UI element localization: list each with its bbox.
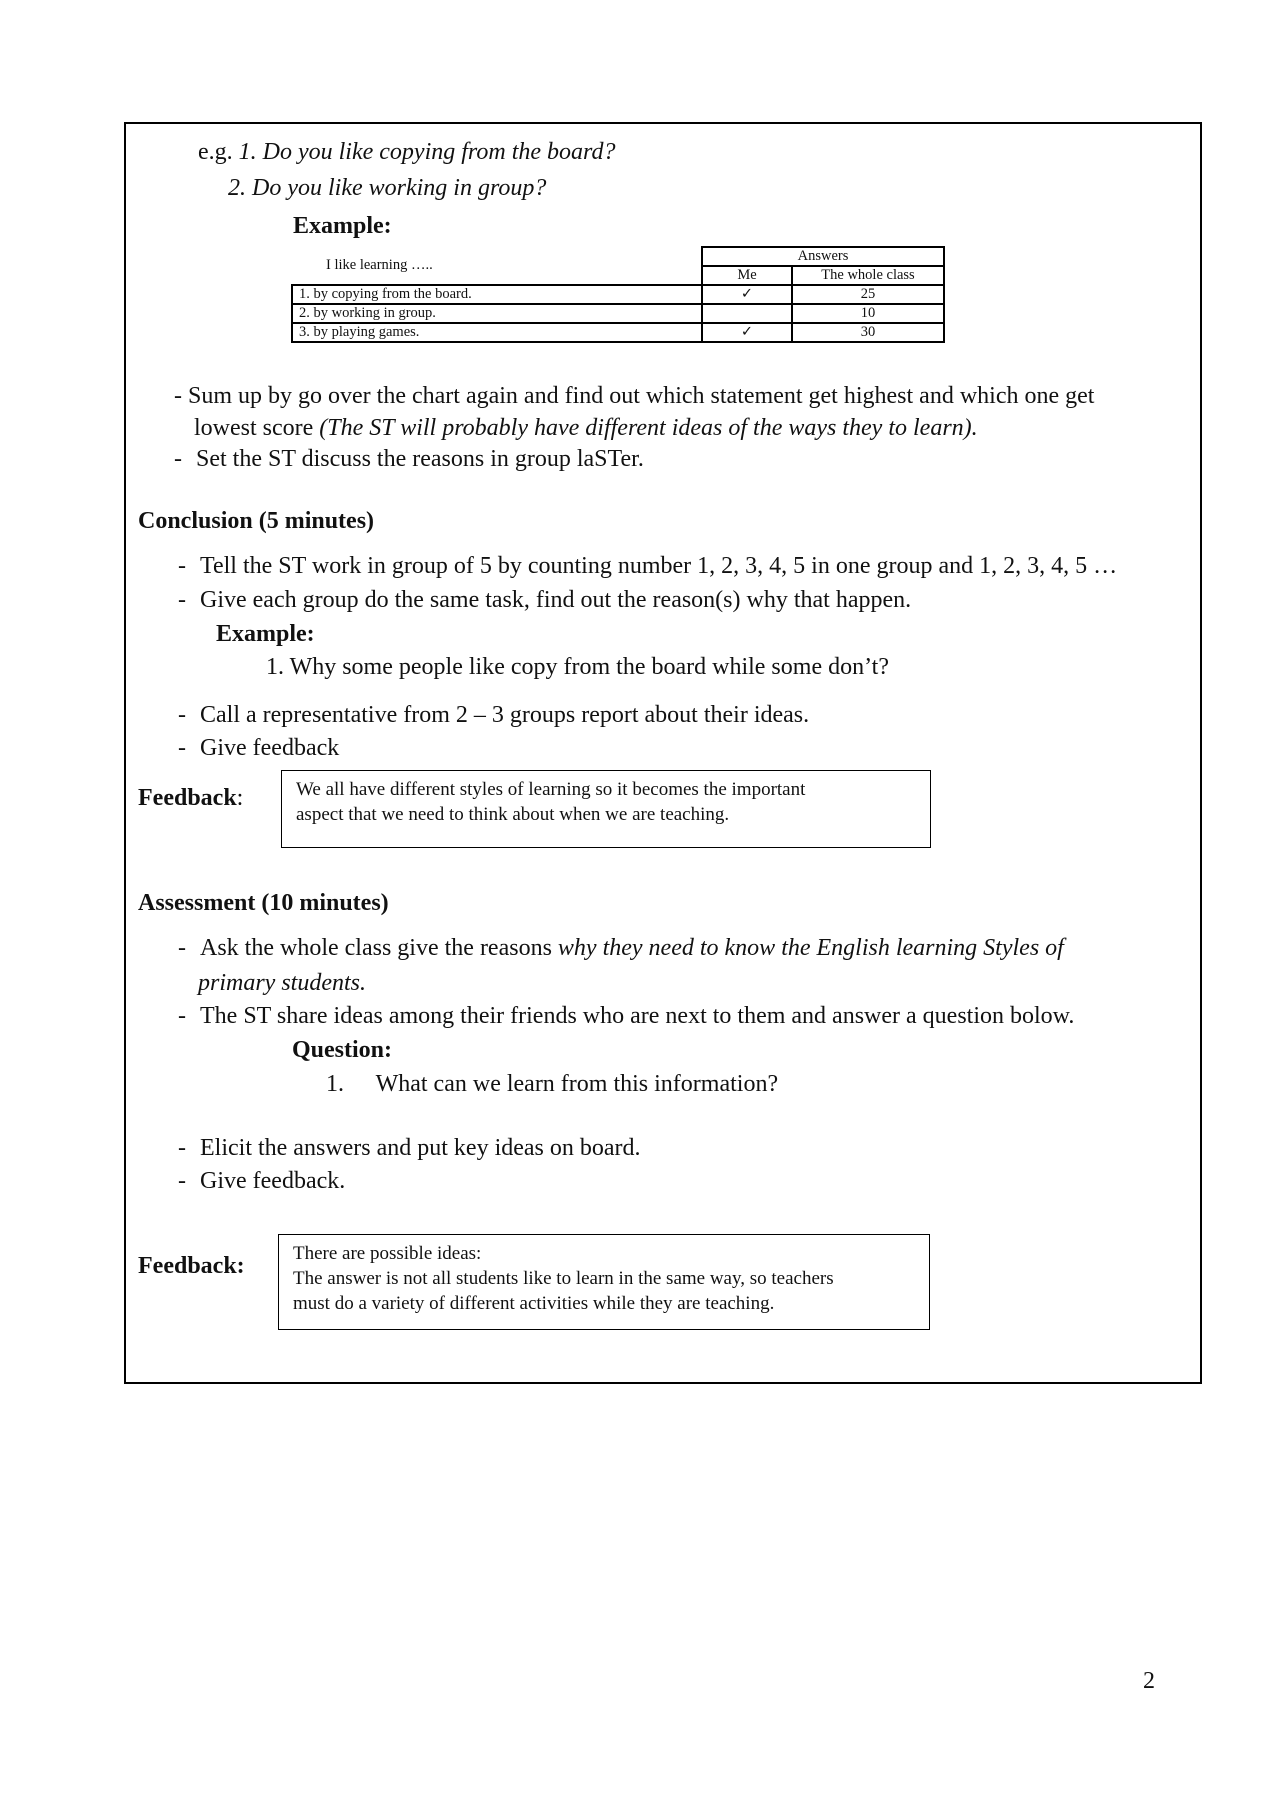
table-row [292,323,944,342]
assessment-bullet-3: - Elicit the answers and put key ideas on board. [178,1135,641,1161]
assessment-feedback-label: Feedback: [138,1253,245,1279]
content-frame [124,122,1202,1384]
feedback-line: There are possible ideas: [293,1243,482,1264]
conclusion-bullet-4: - Give feedback [178,735,340,761]
col-me: Me [702,266,792,285]
row-label: 3. by playing games. [292,323,702,342]
row-me-check: ✓ [702,285,792,304]
page-number: 2 [1143,1668,1155,1694]
feedback-line: aspect that we need to think about when we are teaching. [296,804,730,825]
conclusion-example-label: Example: [216,621,315,647]
assessment-bullet-4: - Give feedback. [178,1168,346,1194]
question-1: 1. Do you like copying from the board? [238,139,616,165]
row-me-check: ✓ [702,323,792,342]
feedback-line: We all have different styles of learning so it becomes the important [296,779,806,800]
question-label: Question: [292,1037,393,1063]
feedback-line: The answer is not all students like to learn in the same way, so teachers [293,1268,834,1289]
col-class: The whole class [792,266,944,285]
row-class-count: 30 [792,323,944,342]
sum-up-bullet-1: - Sum up by go over the chart again and find out which statement get highest and which one get [174,383,1095,409]
sum-up-bullet-1-cont: lowest score (The ST will probably have different ideas of the ways they to learn). [194,415,978,441]
eg-prefix: e.g. [198,139,233,165]
answers-table [291,246,945,343]
feedback-line: must do a variety of different activities while they are teaching. [293,1293,775,1314]
table-row [292,285,944,304]
conclusion-heading: Conclusion (5 minutes) [138,508,375,534]
row-label: 1. by copying from the board. [292,285,702,304]
assessment-bullet-2: - The ST share ideas among their friends who are next to them and answer a question bolow. [178,1003,1075,1029]
sum-up-bullet-2: - Set the ST discuss the reasons in group laSTer. [174,446,644,472]
example-label: Example: [293,213,392,239]
conclusion-feedback-label: Feedback: [138,785,244,811]
assessment-bullet-1: - Ask the whole class give the reasons why they need to know the English learning Styles of [178,935,1064,961]
conclusion-bullet-3: - Call a representative from 2 – 3 groups report about their ideas. [178,702,810,728]
row-class-count: 10 [792,304,944,323]
row-me-check [702,304,792,323]
row-class-count: 25 [792,285,944,304]
table-row [292,304,944,323]
question-item: 1. What can we learn from this information? [326,1071,779,1097]
row-label: 2. by working in group. [292,304,702,323]
assessment-heading: Assessment (10 minutes) [138,890,389,916]
row-header: I like learning ….. [326,257,433,273]
conclusion-bullet-1: - Tell the ST work in group of 5 by counting number 1, 2, 3, 4, 5 in one group and 1, 2, 3, 4, 5 … [178,553,1118,579]
conclusion-bullet-2: - Give each group do the same task, find out the reason(s) why that happen. [178,587,912,613]
question-2: 2. Do you like working in group? [228,175,547,201]
eg-question-1 [198,138,615,166]
conclusion-example-item: 1. Why some people like copy from the board while some don’t? [266,654,889,680]
assessment-bullet-1-cont: primary students. [198,970,366,996]
conclusion-feedback-box [281,770,931,848]
answers-header: Answers [702,247,944,266]
assessment-feedback-box [278,1234,930,1330]
